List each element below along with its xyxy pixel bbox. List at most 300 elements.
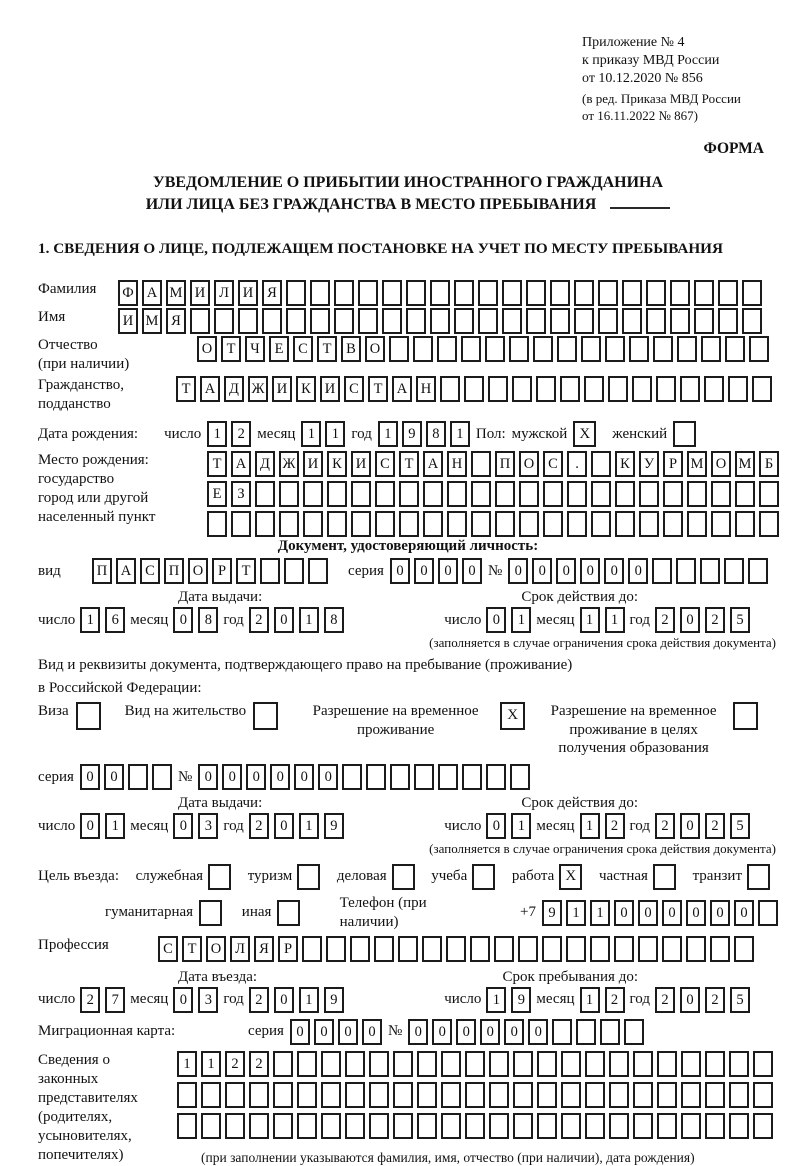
char-cell[interactable] (608, 376, 628, 402)
char-cell[interactable] (753, 1113, 773, 1139)
char-cell[interactable]: 2 (705, 607, 725, 633)
char-cell[interactable]: 9 (324, 813, 344, 839)
char-cell[interactable] (375, 511, 395, 537)
char-cell[interactable] (622, 280, 642, 306)
char-cell[interactable] (615, 481, 635, 507)
char-cell[interactable]: Р (278, 936, 298, 962)
char-cell[interactable] (303, 481, 323, 507)
char-cell[interactable]: 1 (450, 421, 470, 447)
char-cell[interactable] (735, 511, 755, 537)
char-cell[interactable] (724, 558, 744, 584)
char-cell[interactable] (513, 1051, 533, 1077)
char-cell[interactable]: 0 (580, 558, 600, 584)
char-cell[interactable]: 8 (324, 607, 344, 633)
char-cell[interactable] (350, 936, 370, 962)
char-cell[interactable]: 1 (605, 607, 625, 633)
char-cell[interactable] (286, 280, 306, 306)
char-cell[interactable] (543, 481, 563, 507)
char-cell[interactable] (177, 1082, 197, 1108)
char-cell[interactable]: 0 (80, 764, 100, 790)
business-checkbox[interactable] (392, 864, 415, 890)
visa-checkbox[interactable] (76, 702, 101, 730)
char-cell[interactable] (417, 1113, 437, 1139)
char-cell[interactable]: С (293, 336, 313, 362)
char-cell[interactable] (676, 558, 696, 584)
char-cell[interactable] (308, 558, 328, 584)
char-cell[interactable] (358, 280, 378, 306)
char-cell[interactable] (633, 1082, 653, 1108)
char-cell[interactable]: А (423, 451, 443, 477)
char-cell[interactable] (576, 1019, 596, 1045)
char-cell[interactable] (249, 1082, 269, 1108)
char-cell[interactable] (249, 1113, 269, 1139)
char-cell[interactable] (284, 558, 304, 584)
char-cell[interactable]: Я (262, 280, 282, 306)
char-cell[interactable]: Д (224, 376, 244, 402)
char-cell[interactable] (382, 308, 402, 334)
char-cell[interactable] (413, 336, 433, 362)
char-cell[interactable]: С (375, 451, 395, 477)
char-cell[interactable] (670, 308, 690, 334)
char-cell[interactable]: Ф (118, 280, 138, 306)
char-cell[interactable]: 9 (511, 987, 531, 1013)
char-cell[interactable] (406, 308, 426, 334)
char-cell[interactable] (447, 511, 467, 537)
char-cell[interactable]: 0 (638, 900, 658, 926)
char-cell[interactable]: Н (447, 451, 467, 477)
char-cell[interactable] (543, 511, 563, 537)
char-cell[interactable]: 0 (173, 607, 193, 633)
char-cell[interactable] (502, 308, 522, 334)
char-cell[interactable]: А (200, 376, 220, 402)
char-cell[interactable]: 0 (528, 1019, 548, 1045)
char-cell[interactable] (653, 336, 673, 362)
char-cell[interactable]: 1 (201, 1051, 221, 1077)
char-cell[interactable] (681, 1082, 701, 1108)
char-cell[interactable] (550, 308, 570, 334)
char-cell[interactable]: К (296, 376, 316, 402)
char-cell[interactable] (609, 1082, 629, 1108)
char-cell[interactable]: 0 (274, 813, 294, 839)
char-cell[interactable]: О (519, 451, 539, 477)
char-cell[interactable]: . (567, 451, 587, 477)
char-cell[interactable]: М (166, 280, 186, 306)
char-cell[interactable] (321, 1113, 341, 1139)
char-cell[interactable] (366, 764, 386, 790)
char-cell[interactable] (670, 280, 690, 306)
char-cell[interactable] (260, 558, 280, 584)
char-cell[interactable] (255, 511, 275, 537)
char-cell[interactable] (495, 481, 515, 507)
char-cell[interactable] (190, 308, 210, 334)
char-cell[interactable] (748, 558, 768, 584)
char-cell[interactable]: И (320, 376, 340, 402)
char-cell[interactable] (454, 308, 474, 334)
char-cell[interactable] (310, 280, 330, 306)
char-cell[interactable] (389, 336, 409, 362)
char-cell[interactable] (390, 764, 410, 790)
char-cell[interactable] (369, 1051, 389, 1077)
char-cell[interactable] (302, 936, 322, 962)
char-cell[interactable] (225, 1082, 245, 1108)
char-cell[interactable]: С (543, 451, 563, 477)
char-cell[interactable]: 0 (270, 764, 290, 790)
char-cell[interactable] (326, 936, 346, 962)
char-cell[interactable] (680, 376, 700, 402)
char-cell[interactable] (552, 1019, 572, 1045)
char-cell[interactable] (700, 558, 720, 584)
char-cell[interactable]: 2 (655, 813, 675, 839)
char-cell[interactable] (238, 308, 258, 334)
char-cell[interactable] (694, 308, 714, 334)
char-cell[interactable] (273, 1051, 293, 1077)
char-cell[interactable]: 9 (542, 900, 562, 926)
work-checkbox[interactable]: X (559, 864, 582, 890)
char-cell[interactable]: 0 (456, 1019, 476, 1045)
char-cell[interactable]: Я (254, 936, 274, 962)
char-cell[interactable]: И (303, 451, 323, 477)
char-cell[interactable] (462, 764, 482, 790)
char-cell[interactable] (513, 1082, 533, 1108)
char-cell[interactable] (560, 376, 580, 402)
char-cell[interactable]: 3 (198, 987, 218, 1013)
char-cell[interactable]: П (92, 558, 112, 584)
char-cell[interactable] (526, 280, 546, 306)
char-cell[interactable] (375, 481, 395, 507)
char-cell[interactable]: Т (182, 936, 202, 962)
char-cell[interactable] (446, 936, 466, 962)
char-cell[interactable] (369, 1082, 389, 1108)
char-cell[interactable]: Т (368, 376, 388, 402)
char-cell[interactable] (414, 764, 434, 790)
humanitarian-checkbox[interactable] (199, 900, 222, 926)
char-cell[interactable] (510, 764, 530, 790)
char-cell[interactable]: 5 (730, 607, 750, 633)
char-cell[interactable]: 1 (511, 813, 531, 839)
char-cell[interactable] (585, 1051, 605, 1077)
char-cell[interactable] (729, 1082, 749, 1108)
char-cell[interactable] (710, 936, 730, 962)
char-cell[interactable]: 1 (325, 421, 345, 447)
char-cell[interactable] (327, 511, 347, 537)
char-cell[interactable]: 1 (207, 421, 227, 447)
char-cell[interactable]: 0 (104, 764, 124, 790)
char-cell[interactable]: 0 (480, 1019, 500, 1045)
char-cell[interactable] (303, 511, 323, 537)
char-cell[interactable] (152, 764, 172, 790)
char-cell[interactable] (417, 1082, 437, 1108)
char-cell[interactable] (629, 336, 649, 362)
char-cell[interactable] (399, 481, 419, 507)
char-cell[interactable]: 0 (486, 813, 506, 839)
char-cell[interactable] (201, 1082, 221, 1108)
char-cell[interactable] (495, 511, 515, 537)
char-cell[interactable]: 0 (628, 558, 648, 584)
char-cell[interactable] (488, 376, 508, 402)
char-cell[interactable]: А (142, 280, 162, 306)
char-cell[interactable]: 0 (508, 558, 528, 584)
char-cell[interactable]: Р (663, 451, 683, 477)
char-cell[interactable]: 0 (432, 1019, 452, 1045)
char-cell[interactable]: 0 (80, 813, 100, 839)
char-cell[interactable] (656, 376, 676, 402)
char-cell[interactable]: О (206, 936, 226, 962)
char-cell[interactable] (345, 1051, 365, 1077)
char-cell[interactable]: О (188, 558, 208, 584)
char-cell[interactable] (478, 280, 498, 306)
char-cell[interactable]: О (711, 451, 731, 477)
char-cell[interactable]: 8 (426, 421, 446, 447)
char-cell[interactable] (441, 1082, 461, 1108)
char-cell[interactable] (437, 336, 457, 362)
char-cell[interactable] (489, 1051, 509, 1077)
char-cell[interactable]: 0 (604, 558, 624, 584)
char-cell[interactable] (591, 451, 611, 477)
char-cell[interactable] (567, 511, 587, 537)
char-cell[interactable] (585, 1113, 605, 1139)
char-cell[interactable] (542, 936, 562, 962)
char-cell[interactable] (609, 1051, 629, 1077)
char-cell[interactable]: О (197, 336, 217, 362)
char-cell[interactable]: 1 (177, 1051, 197, 1077)
char-cell[interactable] (345, 1113, 365, 1139)
char-cell[interactable]: 1 (580, 607, 600, 633)
char-cell[interactable] (485, 336, 505, 362)
char-cell[interactable]: 1 (580, 813, 600, 839)
transit-checkbox[interactable] (747, 864, 770, 890)
char-cell[interactable]: 1 (299, 813, 319, 839)
char-cell[interactable]: 5 (730, 987, 750, 1013)
char-cell[interactable] (273, 1113, 293, 1139)
char-cell[interactable]: Б (759, 451, 779, 477)
char-cell[interactable] (638, 936, 658, 962)
char-cell[interactable]: О (365, 336, 385, 362)
char-cell[interactable]: У (639, 451, 659, 477)
char-cell[interactable]: 5 (730, 813, 750, 839)
char-cell[interactable] (358, 308, 378, 334)
char-cell[interactable]: 0 (438, 558, 458, 584)
char-cell[interactable]: 0 (198, 764, 218, 790)
char-cell[interactable] (128, 764, 148, 790)
char-cell[interactable] (537, 1082, 557, 1108)
char-cell[interactable]: 2 (249, 987, 269, 1013)
char-cell[interactable]: 0 (710, 900, 730, 926)
char-cell[interactable] (393, 1082, 413, 1108)
char-cell[interactable] (536, 376, 556, 402)
char-cell[interactable] (561, 1113, 581, 1139)
char-cell[interactable]: 0 (614, 900, 634, 926)
char-cell[interactable] (567, 481, 587, 507)
char-cell[interactable] (471, 451, 491, 477)
char-cell[interactable]: Е (207, 481, 227, 507)
char-cell[interactable] (393, 1113, 413, 1139)
char-cell[interactable] (526, 308, 546, 334)
char-cell[interactable] (478, 308, 498, 334)
char-cell[interactable] (605, 336, 625, 362)
char-cell[interactable]: 0 (504, 1019, 524, 1045)
char-cell[interactable] (646, 280, 666, 306)
char-cell[interactable] (465, 1082, 485, 1108)
char-cell[interactable] (652, 558, 672, 584)
char-cell[interactable] (519, 481, 539, 507)
char-cell[interactable]: М (142, 308, 162, 334)
char-cell[interactable] (749, 336, 769, 362)
char-cell[interactable] (430, 308, 450, 334)
char-cell[interactable]: 2 (249, 813, 269, 839)
char-cell[interactable] (705, 1051, 725, 1077)
char-cell[interactable]: 2 (80, 987, 100, 1013)
char-cell[interactable]: Т (176, 376, 196, 402)
char-cell[interactable]: Е (269, 336, 289, 362)
char-cell[interactable]: 6 (105, 607, 125, 633)
char-cell[interactable]: 0 (532, 558, 552, 584)
official-checkbox[interactable] (208, 864, 231, 890)
char-cell[interactable]: 2 (231, 421, 251, 447)
char-cell[interactable] (633, 1113, 653, 1139)
char-cell[interactable] (351, 511, 371, 537)
char-cell[interactable] (753, 1051, 773, 1077)
char-cell[interactable]: 0 (362, 1019, 382, 1045)
char-cell[interactable]: М (687, 451, 707, 477)
char-cell[interactable] (639, 511, 659, 537)
char-cell[interactable]: 0 (662, 900, 682, 926)
char-cell[interactable] (663, 511, 683, 537)
char-cell[interactable] (663, 481, 683, 507)
char-cell[interactable] (694, 280, 714, 306)
char-cell[interactable] (177, 1113, 197, 1139)
char-cell[interactable] (614, 936, 634, 962)
char-cell[interactable]: 1 (301, 421, 321, 447)
char-cell[interactable] (711, 481, 731, 507)
char-cell[interactable] (430, 280, 450, 306)
char-cell[interactable]: 7 (105, 987, 125, 1013)
char-cell[interactable] (489, 1082, 509, 1108)
char-cell[interactable] (585, 1082, 605, 1108)
char-cell[interactable] (735, 481, 755, 507)
char-cell[interactable] (537, 1113, 557, 1139)
char-cell[interactable]: 9 (402, 421, 422, 447)
char-cell[interactable]: 1 (511, 607, 531, 633)
char-cell[interactable]: 0 (486, 607, 506, 633)
char-cell[interactable] (297, 1113, 317, 1139)
char-cell[interactable] (550, 280, 570, 306)
temp-residence-checkbox[interactable]: X (500, 702, 525, 730)
char-cell[interactable]: 0 (462, 558, 482, 584)
residence-permit-checkbox[interactable] (253, 702, 278, 730)
char-cell[interactable] (686, 936, 706, 962)
char-cell[interactable]: К (615, 451, 635, 477)
char-cell[interactable]: Т (236, 558, 256, 584)
char-cell[interactable]: 0 (734, 900, 754, 926)
char-cell[interactable] (728, 376, 748, 402)
char-cell[interactable] (440, 376, 460, 402)
char-cell[interactable] (609, 1113, 629, 1139)
char-cell[interactable]: Т (399, 451, 419, 477)
char-cell[interactable]: 0 (246, 764, 266, 790)
char-cell[interactable] (465, 1113, 485, 1139)
char-cell[interactable]: 2 (655, 987, 675, 1013)
char-cell[interactable] (461, 336, 481, 362)
char-cell[interactable] (447, 481, 467, 507)
char-cell[interactable] (201, 1113, 221, 1139)
char-cell[interactable]: Т (207, 451, 227, 477)
char-cell[interactable] (598, 280, 618, 306)
char-cell[interactable] (657, 1082, 677, 1108)
char-cell[interactable]: 0 (274, 987, 294, 1013)
char-cell[interactable] (705, 1113, 725, 1139)
char-cell[interactable] (718, 308, 738, 334)
char-cell[interactable]: 0 (414, 558, 434, 584)
temp-residence-education-checkbox[interactable] (733, 702, 758, 730)
char-cell[interactable] (423, 481, 443, 507)
char-cell[interactable]: А (392, 376, 412, 402)
char-cell[interactable] (279, 511, 299, 537)
char-cell[interactable] (681, 1051, 701, 1077)
char-cell[interactable] (687, 511, 707, 537)
char-cell[interactable]: 0 (680, 987, 700, 1013)
char-cell[interactable]: Ж (279, 451, 299, 477)
char-cell[interactable] (590, 936, 610, 962)
char-cell[interactable] (752, 376, 772, 402)
char-cell[interactable] (441, 1051, 461, 1077)
char-cell[interactable] (406, 280, 426, 306)
char-cell[interactable] (557, 336, 577, 362)
char-cell[interactable]: Л (214, 280, 234, 306)
char-cell[interactable] (225, 1113, 245, 1139)
char-cell[interactable] (393, 1051, 413, 1077)
char-cell[interactable]: 0 (173, 813, 193, 839)
char-cell[interactable] (615, 511, 635, 537)
char-cell[interactable] (502, 280, 522, 306)
char-cell[interactable] (286, 308, 306, 334)
char-cell[interactable] (518, 936, 538, 962)
char-cell[interactable] (513, 1113, 533, 1139)
char-cell[interactable] (591, 481, 611, 507)
char-cell[interactable]: Т (221, 336, 241, 362)
char-cell[interactable] (310, 308, 330, 334)
char-cell[interactable]: В (341, 336, 361, 362)
char-cell[interactable]: И (238, 280, 258, 306)
char-cell[interactable] (574, 280, 594, 306)
char-cell[interactable] (512, 376, 532, 402)
char-cell[interactable]: 2 (655, 607, 675, 633)
char-cell[interactable]: С (140, 558, 160, 584)
char-cell[interactable] (262, 308, 282, 334)
char-cell[interactable] (342, 764, 362, 790)
char-cell[interactable]: 9 (324, 987, 344, 1013)
char-cell[interactable] (464, 376, 484, 402)
char-cell[interactable] (509, 336, 529, 362)
char-cell[interactable] (646, 308, 666, 334)
char-cell[interactable] (214, 308, 234, 334)
char-cell[interactable] (207, 511, 227, 537)
char-cell[interactable] (633, 1051, 653, 1077)
char-cell[interactable] (273, 1082, 293, 1108)
char-cell[interactable]: А (231, 451, 251, 477)
char-cell[interactable] (279, 481, 299, 507)
char-cell[interactable]: 0 (390, 558, 410, 584)
char-cell[interactable] (584, 376, 604, 402)
char-cell[interactable] (759, 511, 779, 537)
char-cell[interactable]: П (164, 558, 184, 584)
char-cell[interactable]: 0 (222, 764, 242, 790)
char-cell[interactable]: И (351, 451, 371, 477)
char-cell[interactable]: Я (166, 308, 186, 334)
char-cell[interactable]: 1 (378, 421, 398, 447)
char-cell[interactable]: 2 (249, 1051, 269, 1077)
char-cell[interactable] (321, 1082, 341, 1108)
char-cell[interactable] (718, 280, 738, 306)
